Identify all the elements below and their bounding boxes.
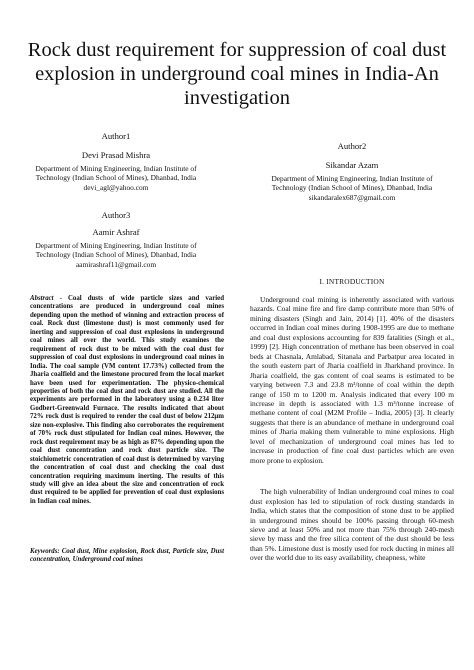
author-email: aamirashraf11@gmail.com [75,259,157,269]
author-block-3 [18,211,214,269]
abstract-lead: Abstract [30,295,54,302]
author-name: Sikandar Azam [325,160,379,171]
author-name: Devi Prasad Mishra [81,150,151,161]
author-affiliation-line: Technology (Indian School of Mines), Dhanbad, India [271,183,433,193]
author-email: devi_agl@yahoo.com [83,182,149,192]
section-heading-introduction: I. INTRODUCTION [319,277,385,286]
author-affiliation-line: Technology (Indian School of Mines), Dhanbad, India [35,250,197,260]
author-affiliation-line: Department of Mining Engineering, Indian Institute of [271,173,433,183]
introduction-body [250,295,454,563]
author-affiliation-line: Department of Mining Engineering, Indian Institute of [35,240,197,250]
author-block-2 [250,142,454,202]
abstract-text: - Coal dusts of wide particle sizes and varied concentrations are produced in underground coal mines depending upon the method of winning and extraction process of coal. Rock dust (limestone dust) is most commonly used for inerting and suppression of coal dust explosions in underground coal mines all over the world. This study examines the requirement of rock dust to be mixed with the coal dust for suppression of coal dust explosions in underground coal mines in India. The coal sample (VM content 17.73%) collected from the Jharia coalfield and the limestone procured from the local market have been used for experimentation. The physico-chemical properties of both the coal dust and rock dust are studied. All the experiments are performed in the laboratory using a 0.234 liter Godbert-Greenwald Furnace. The results indicated that about 72% rock dust is required to render the coal dust of below 212μm size non-explosive. This finding also corroborates the requirement of 70% rock dust stipulated for Indian coal mines. However, the rock dust requirement may be as high as 87% depending upon the coal dust concentration and rock dust particle size. The stoichiometric concentration of coal dust is determined by varying the concentration of coal dust and checking the coal dust concentration requiring maximum inerting. The results of this study will give an idea about the size and concentration of rock dust required to be applied for prevention of coal dust explosions in Indian coal mines. [30,295,224,505]
keywords: Keywords: Coal dust, Mine explosion, Rock dust, Particle size, Dust concentration, Underground coal mines [30,548,224,564]
author-affiliation-line: Technology (Indian School of Mines), Dhanbad, India [35,173,197,183]
author-name: Aamir Ashraf [92,227,140,238]
author-block-1 [18,132,214,192]
author-label: Author2 [337,141,367,151]
author-affiliation-line: Department of Mining Engineering, Indian Institute of [35,163,197,173]
abstract [30,295,224,506]
author-label: Author1 [101,131,131,141]
paragraph: The high vulnerability of Indian underground coal mines to coal dust explosion has led to stipulation of rock dusting standards in India, which states that the composition of stone dust to be applied in underground mines should be 100% passing through 60-mesh sieve and at least 50% and not more than 75% through 240-mesh sieve by mass and the free silica content of the dust should be less than 5%. Limestone dust is mostly used for rock ducting in mines all over the world due to its easy availability, cheapness, white [250,487,454,563]
paper-title: Rock dust requirement for suppression of coal dust explosion in underground coal mines in India-An investigation [27,39,447,109]
paragraph: Underground coal mining is inherently associated with various hazards. Coal mine fire and fire damp contribute more than 50% of mining disasters (Singh and Jain, 2014) [1]. 40% of the disasters occurred in Indian coal mines during 1908-1995 are due to methane and coal dust explosions accounting for 839 fatalities (Singh et al., 1999) [2]. High concentration of methane has been observed in coal beds at Chasnala, Amlabad, Sitanala and Parbatpur area located in the south eastern part of Jharia coalfield in Jharkhand province. In Jharia coalfield, the gas content of coal seams is estimated to be varying between 7.3 and 23.8 m³/tonne of coal within the depth range of 150 m to 1200 m. Analysis indicated that every 100 m increase in depth is associated with 1.3 m³/tonne increase of methane content of coal (M2M Profile – India, 2005) [3]. It clearly suggests that there is an abundance of methane in underground coal mines of Jharia making them vulnerable to mine explosions. High level of mechanization of underground coal mines has led to increase in production of fine coal dust particles which are even more prone to explosion. [250,295,454,465]
author-label: Author3 [101,210,131,220]
author-email: sikandaralex687@gmail.com [308,192,396,202]
